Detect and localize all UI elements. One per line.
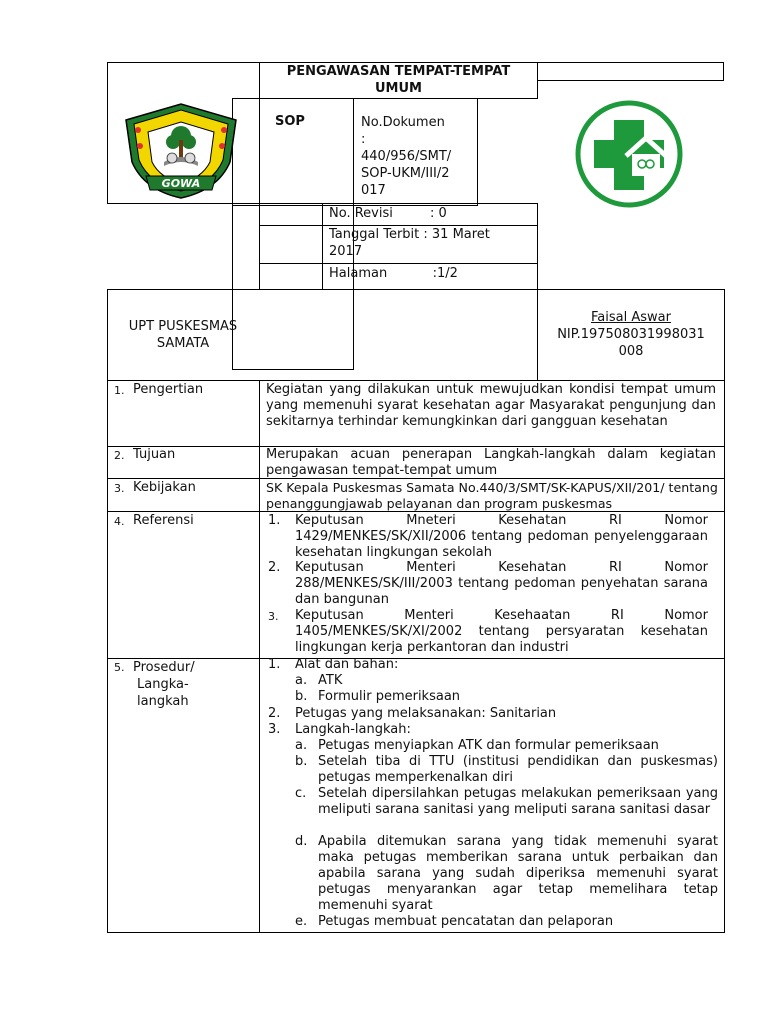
tujuan-number: 2. [114, 449, 125, 462]
referensi-item-2-number: 2. [268, 560, 281, 575]
prosedur-item-3: Langkah-langkah: [295, 722, 411, 737]
document-title: PENGAWASAN TEMPAT-TEMPAT UMUM [286, 64, 511, 96]
step-c-number: c. [295, 786, 307, 801]
prosedur-item-3-number: 3. [268, 722, 281, 737]
prosedur-item-1b: Formulir pemeriksaan [318, 689, 461, 704]
step-b-number: b. [295, 754, 308, 769]
kebijakan-number: 3. [114, 482, 125, 495]
tujuan-text: Merupakan acuan penerapan Langkah-langkah dalam kegiatan pengawasan tempat-tempat umum [266, 447, 716, 478]
prosedur-item-1-number: 1. [268, 657, 281, 672]
step-d: Apabila ditemukan sarana yang tidak memenuhi syarat maka petugas memberikan sarana untuk perbaikan dan apabila sarana yang sudah diperiksa memenuhi syarat petugas menyarankan agar tetap memelihara tetap memenuhi syarat [318, 834, 718, 913]
gowa-emblem-icon [118, 100, 244, 200]
prosedur-item-1: Alat dan bahan: [295, 657, 399, 672]
referensi-label: Referensi [133, 513, 194, 528]
prosedur-number: 5. [114, 661, 125, 674]
signatory: Faisal Aswar NIP.197508031998031 008 [537, 309, 725, 360]
step-d-number: d. [295, 834, 308, 849]
doc-number: No.Dokumen : 440/956/SMT/ SOP-UKM/III/2 017 [361, 115, 452, 198]
prosedur-item-1a: ATK [318, 673, 343, 688]
kebijakan-label: Kebijakan [133, 480, 196, 495]
puskesmas-logo-icon [574, 98, 684, 210]
issue-date: Tanggal Terbit : 31 Maret 2017 [329, 227, 490, 259]
referensi-number: 4. [114, 515, 125, 528]
prosedur-item-1b-number: b. [295, 689, 308, 704]
sop-label: SOP [275, 114, 305, 129]
referensi-item-2: Keputusan Menteri Kesehatan RI Nomor 288/MENKES/SK/III/2003 tentang pedoman penyehatan sarana dan bangunan [295, 560, 708, 607]
prosedur-item-2-number: 2. [268, 706, 281, 721]
pengertian-number: 1. [114, 384, 125, 397]
prosedur-item-1a-number: a. [295, 673, 308, 688]
organization-name: UPT PUSKESMAS SAMATA [128, 319, 238, 351]
step-e: Petugas membuat pencatatan dan pelaporan [318, 914, 614, 929]
prosedur-item-2: Petugas yang melaksanakan: Sanitarian [295, 706, 557, 721]
prosedur-label: Prosedur/ Langka- langkah [133, 660, 195, 709]
step-e-number: e. [295, 914, 308, 929]
pengertian-label: Pengertian [133, 382, 204, 397]
step-a-number: a. [295, 738, 308, 753]
revision-number: No. Revisi : 0 [329, 206, 447, 221]
referensi-item-1-number: 1. [268, 513, 281, 528]
step-c: Setelah dipersilahkan petugas melakukan pemeriksaan yang meliputi sarana sanitasi yang meliputi sarana sanitasi dasar [318, 786, 718, 817]
gowa-emblem-text: GOWA [161, 177, 201, 190]
page-number: Halaman :1/2 [329, 266, 458, 281]
kebijakan-text: SK Kepala Puskesmas Samata No.440/3/SMT/SK-KAPUS/XII/201/ tentang penanggungjawab pelayanan dan program puskesmas [266, 480, 718, 511]
referensi-item-3-number: 3. [268, 610, 279, 623]
signatory-name: Faisal Aswar [591, 310, 671, 325]
referensi-item-1: Keputusan Mneteri Kesehatan RI Nomor 1429/MENKES/SK/XII/2006 tentang pedoman penyelenggaraan kesehatan lingkungan sekolah [295, 513, 708, 560]
pengertian-text: Kegiatan yang dilakukan untuk mewujudkan kondisi tempat umum yang memenuhi syarat kesehatan agar Masyarakat pengunjung dan sekitarnya terhindar kemungkinkan dari gangguan kesehatan [266, 382, 716, 429]
tujuan-label: Tujuan [133, 447, 176, 462]
step-b: Setelah tiba di TTU (institusi pendidikan dan puskesmas) petugas memperkenalkan diri [318, 754, 718, 785]
referensi-item-3: Keputusan Menteri Kesehaatan RI Nomor 1405/MENKES/SK/XI/2002 tentang persyaratan kesehatan lingkungan kerja perkantoran dan industri [295, 608, 708, 655]
step-a: Petugas menyiapkan ATK dan formular pemeriksaan [318, 738, 659, 753]
